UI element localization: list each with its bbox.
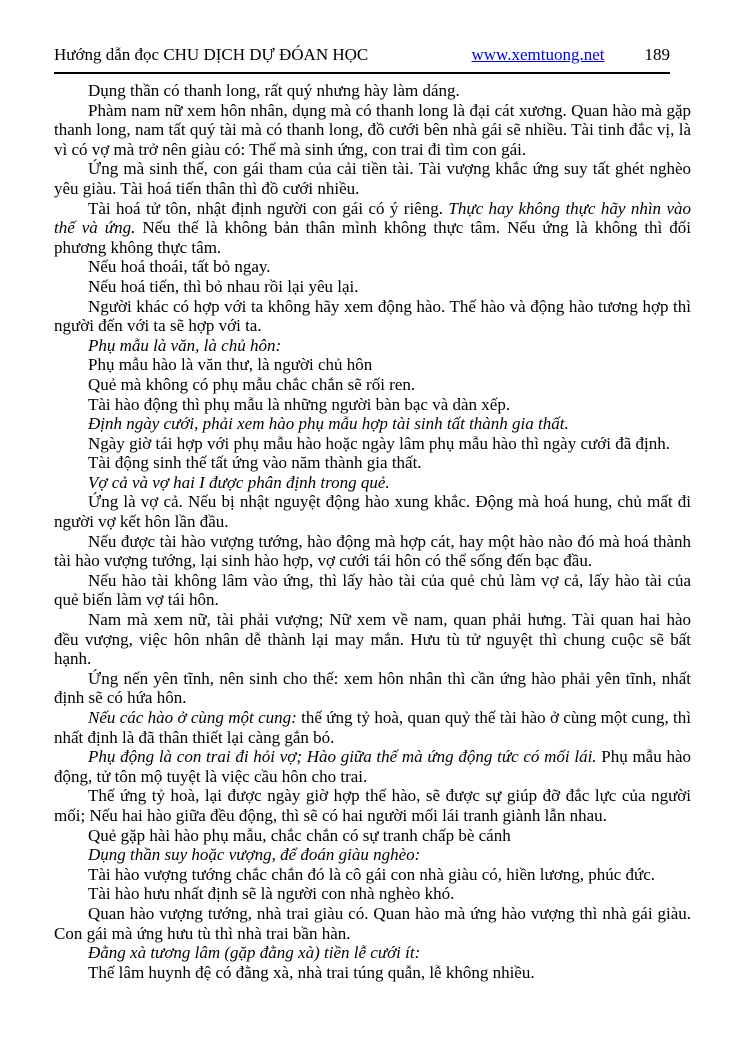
italic-text-segment: Vợ cả và vợ hai I được phân định trong quẻ. xyxy=(88,472,390,492)
paragraph xyxy=(54,101,691,160)
text-segment: Tài hào động thì phụ mẫu là những người bàn bạc và dàn xếp. xyxy=(88,394,511,414)
paragraph xyxy=(54,81,691,101)
text-segment: thế ứng tỷ hoà, quan quỷ thế tài hào ở cùng một cung, thì nhất định là đã thân thiết lại càng gắn bó. xyxy=(54,708,691,747)
paragraph xyxy=(54,786,691,825)
paragraph xyxy=(54,395,691,415)
text-segment: Thế ứng tỷ hoà, lại được ngày giờ hợp thế hào, sẽ được sự giúp đỡ đắc lực của người mối; Nếu hai hào giữa đều động, thì sẽ có hai người mối lái tranh giành lẫn nhau. xyxy=(54,786,691,825)
text-segment: Phụ mẫu hào là văn thư, là người chủ hôn xyxy=(88,355,373,375)
text-segment: Tài hào hưu nhất định sẽ là người con nhà nghèo khó. xyxy=(88,884,455,904)
paragraph xyxy=(54,492,691,531)
paragraph xyxy=(54,904,691,943)
paragraph xyxy=(54,453,691,473)
text-segment: Ngày giờ tái hợp với phụ mẫu hào hoặc ngày lâm phụ mẫu hào thì ngày cưới đã định. xyxy=(88,433,670,453)
paragraph xyxy=(54,375,691,395)
text-segment: Quẻ gặp hài hào phụ mẫu, chắc chắn có sự tranh chấp bè cánh xyxy=(88,825,511,845)
text-segment: Ứng là vợ cả. Nếu bị nhật nguyệt động hào xung khắc. Động mà hoá hung, chủ mất đi người vợ kết hôn lần đầu. xyxy=(54,492,691,532)
paragraph xyxy=(54,297,691,336)
italic-text-segment: Nếu các hào ở cùng một cung: xyxy=(88,708,297,727)
italic-text-segment: Định ngày cưới, phải xem hào phụ mẫu hợp tài sinh tất thành gia thất. xyxy=(88,414,569,434)
text-segment: Nếu hoá thoái, tất bỏ ngay. xyxy=(88,257,271,277)
paragraph xyxy=(54,747,691,786)
paragraph xyxy=(54,277,691,297)
paragraph xyxy=(54,845,691,865)
paragraph xyxy=(54,257,691,277)
header-divider xyxy=(54,72,670,74)
running-header-title: Hướng dẫn đọc CHU DỊCH DỰ ĐÓAN HỌC xyxy=(54,45,369,64)
paragraph xyxy=(54,532,691,571)
text-segment: Nếu hoá tiến, thì bỏ nhau rồi lại yêu lại. xyxy=(88,276,359,296)
paragraph xyxy=(54,159,691,198)
text-segment: Tài hào vượng tướng chắc chắn đó là cô gái con nhà giàu có, hiền lương, phúc đức. xyxy=(88,864,656,884)
italic-text-segment: Thực hay không thực hãy nhìn vào thế và ứng. xyxy=(54,198,691,238)
paragraph xyxy=(54,336,691,356)
paragraph xyxy=(54,826,691,846)
text-segment: Nếu thế là không bản thân mình không thực tâm. Nếu ứng là không thì đối phương không thực tâm. xyxy=(54,218,691,257)
paragraph xyxy=(54,865,691,885)
italic-text-segment: Phụ mẫu là văn, là chủ hôn: xyxy=(88,335,282,355)
text-segment: Quẻ mà không có phụ mẫu chắc chắn sẽ rối ren. xyxy=(88,374,416,394)
paragraph xyxy=(54,414,691,434)
text-segment: Người khác có hợp với ta không hãy xem động hào. Thế hào và động hào tương hợp thì người đến với ta sẽ hợp với ta. xyxy=(54,296,691,336)
paragraph xyxy=(54,963,691,983)
paragraph xyxy=(54,473,691,493)
paragraph xyxy=(54,884,691,904)
document-body xyxy=(54,81,691,982)
paragraph xyxy=(54,610,691,669)
text-segment: Phụ mẫu hào động, tử tôn mộ tuyệt là việc cầu hôn cho trai. xyxy=(54,747,691,786)
text-segment: Phàm nam nữ xem hôn nhân, dụng mà có thanh long là đại cát xương. Quan hào mà gặp thanh long, nam tất quý tài mà có thanh long, đồ cưới bên nhà gái sẽ nhiều. Tài tinh đắc vị, là vì có vợ mà trở nên giàu có: Thế mà sinh ứng, con trai đi tìm con gái. xyxy=(54,100,691,159)
italic-text-segment: Dụng thần suy hoặc vượng, để đoán giàu nghèo: xyxy=(88,845,421,865)
text-segment: Nếu được tài hào vượng tướng, hào động mà hợp cát, hay một hào nào đó mà hoá thành tài hào vượng tướng, lại sinh hào hợp, vợ cưới tái hôn có thể sống đến bạc đầu. xyxy=(54,531,691,571)
text-segment: Tài hoá tử tôn, nhật định người con gái có ý riêng. xyxy=(88,198,449,218)
paragraph xyxy=(54,708,691,747)
page-header xyxy=(54,45,670,65)
text-segment: Dụng thần có thanh long, rất quý nhưng hày làm dáng. xyxy=(88,81,460,100)
paragraph xyxy=(54,669,691,708)
text-segment: Ứng nến yên tĩnh, nên sinh cho thế: xem hôn nhân thì cần ứng hào phải yên tĩnh, nhất định sẽ có hứa hôn. xyxy=(54,668,691,708)
paragraph xyxy=(54,199,691,258)
text-segment: Thế lâm huynh đệ có đằng xà, nhà trai túng quẫn, lễ không nhiều. xyxy=(88,962,535,982)
text-segment: Nam mà xem nữ, tài phải vượng; Nữ xem về nam, quan phải hưng. Tài quan hai hào đều vượng, việc hôn nhân dễ thành lại may mắn. Hưu tù tử nguyệt thì chung cuộc sẽ bất hạnh. xyxy=(54,610,691,669)
paragraph xyxy=(54,571,691,610)
text-segment: Nếu hào tài không lâm vào ứng, thì lấy hào tài của quẻ chủ làm vợ cả, lấy hào tài của quẻ biến làm vợ tái hôn. xyxy=(54,570,691,610)
italic-text-segment: Phụ động là con trai đi hỏi vợ; Hào giữa thế mà ứng động tức có mối lái. xyxy=(88,747,597,767)
text-segment: Ứng mà sinh thế, con gái tham của cải tiền tài. Tài vượng khắc ứng suy tất ghét nghèo yêu giàu. Tài hoá tiến thân thì đồ cưới nhiều. xyxy=(54,159,691,198)
text-segment: Quan hào vượng tướng, nhà trai giàu có. Quan hào mà ứng hào vượng thì nhà gái giàu. Con gái mà ứng hưu tù thì nhà trai bần hàn. xyxy=(54,903,691,943)
paragraph xyxy=(54,943,691,963)
text-segment: Tài động sinh thế tất ứng vào năm thành gia thất. xyxy=(88,453,422,473)
italic-text-segment: Đằng xà tương lâm (gặp đằng xà) tiền lễ cưới ít: xyxy=(88,943,421,963)
paragraph xyxy=(54,355,691,375)
page-number: 189 xyxy=(644,45,670,64)
paragraph xyxy=(54,434,691,454)
website-link[interactable]: www.xemtuong.net xyxy=(471,45,605,64)
